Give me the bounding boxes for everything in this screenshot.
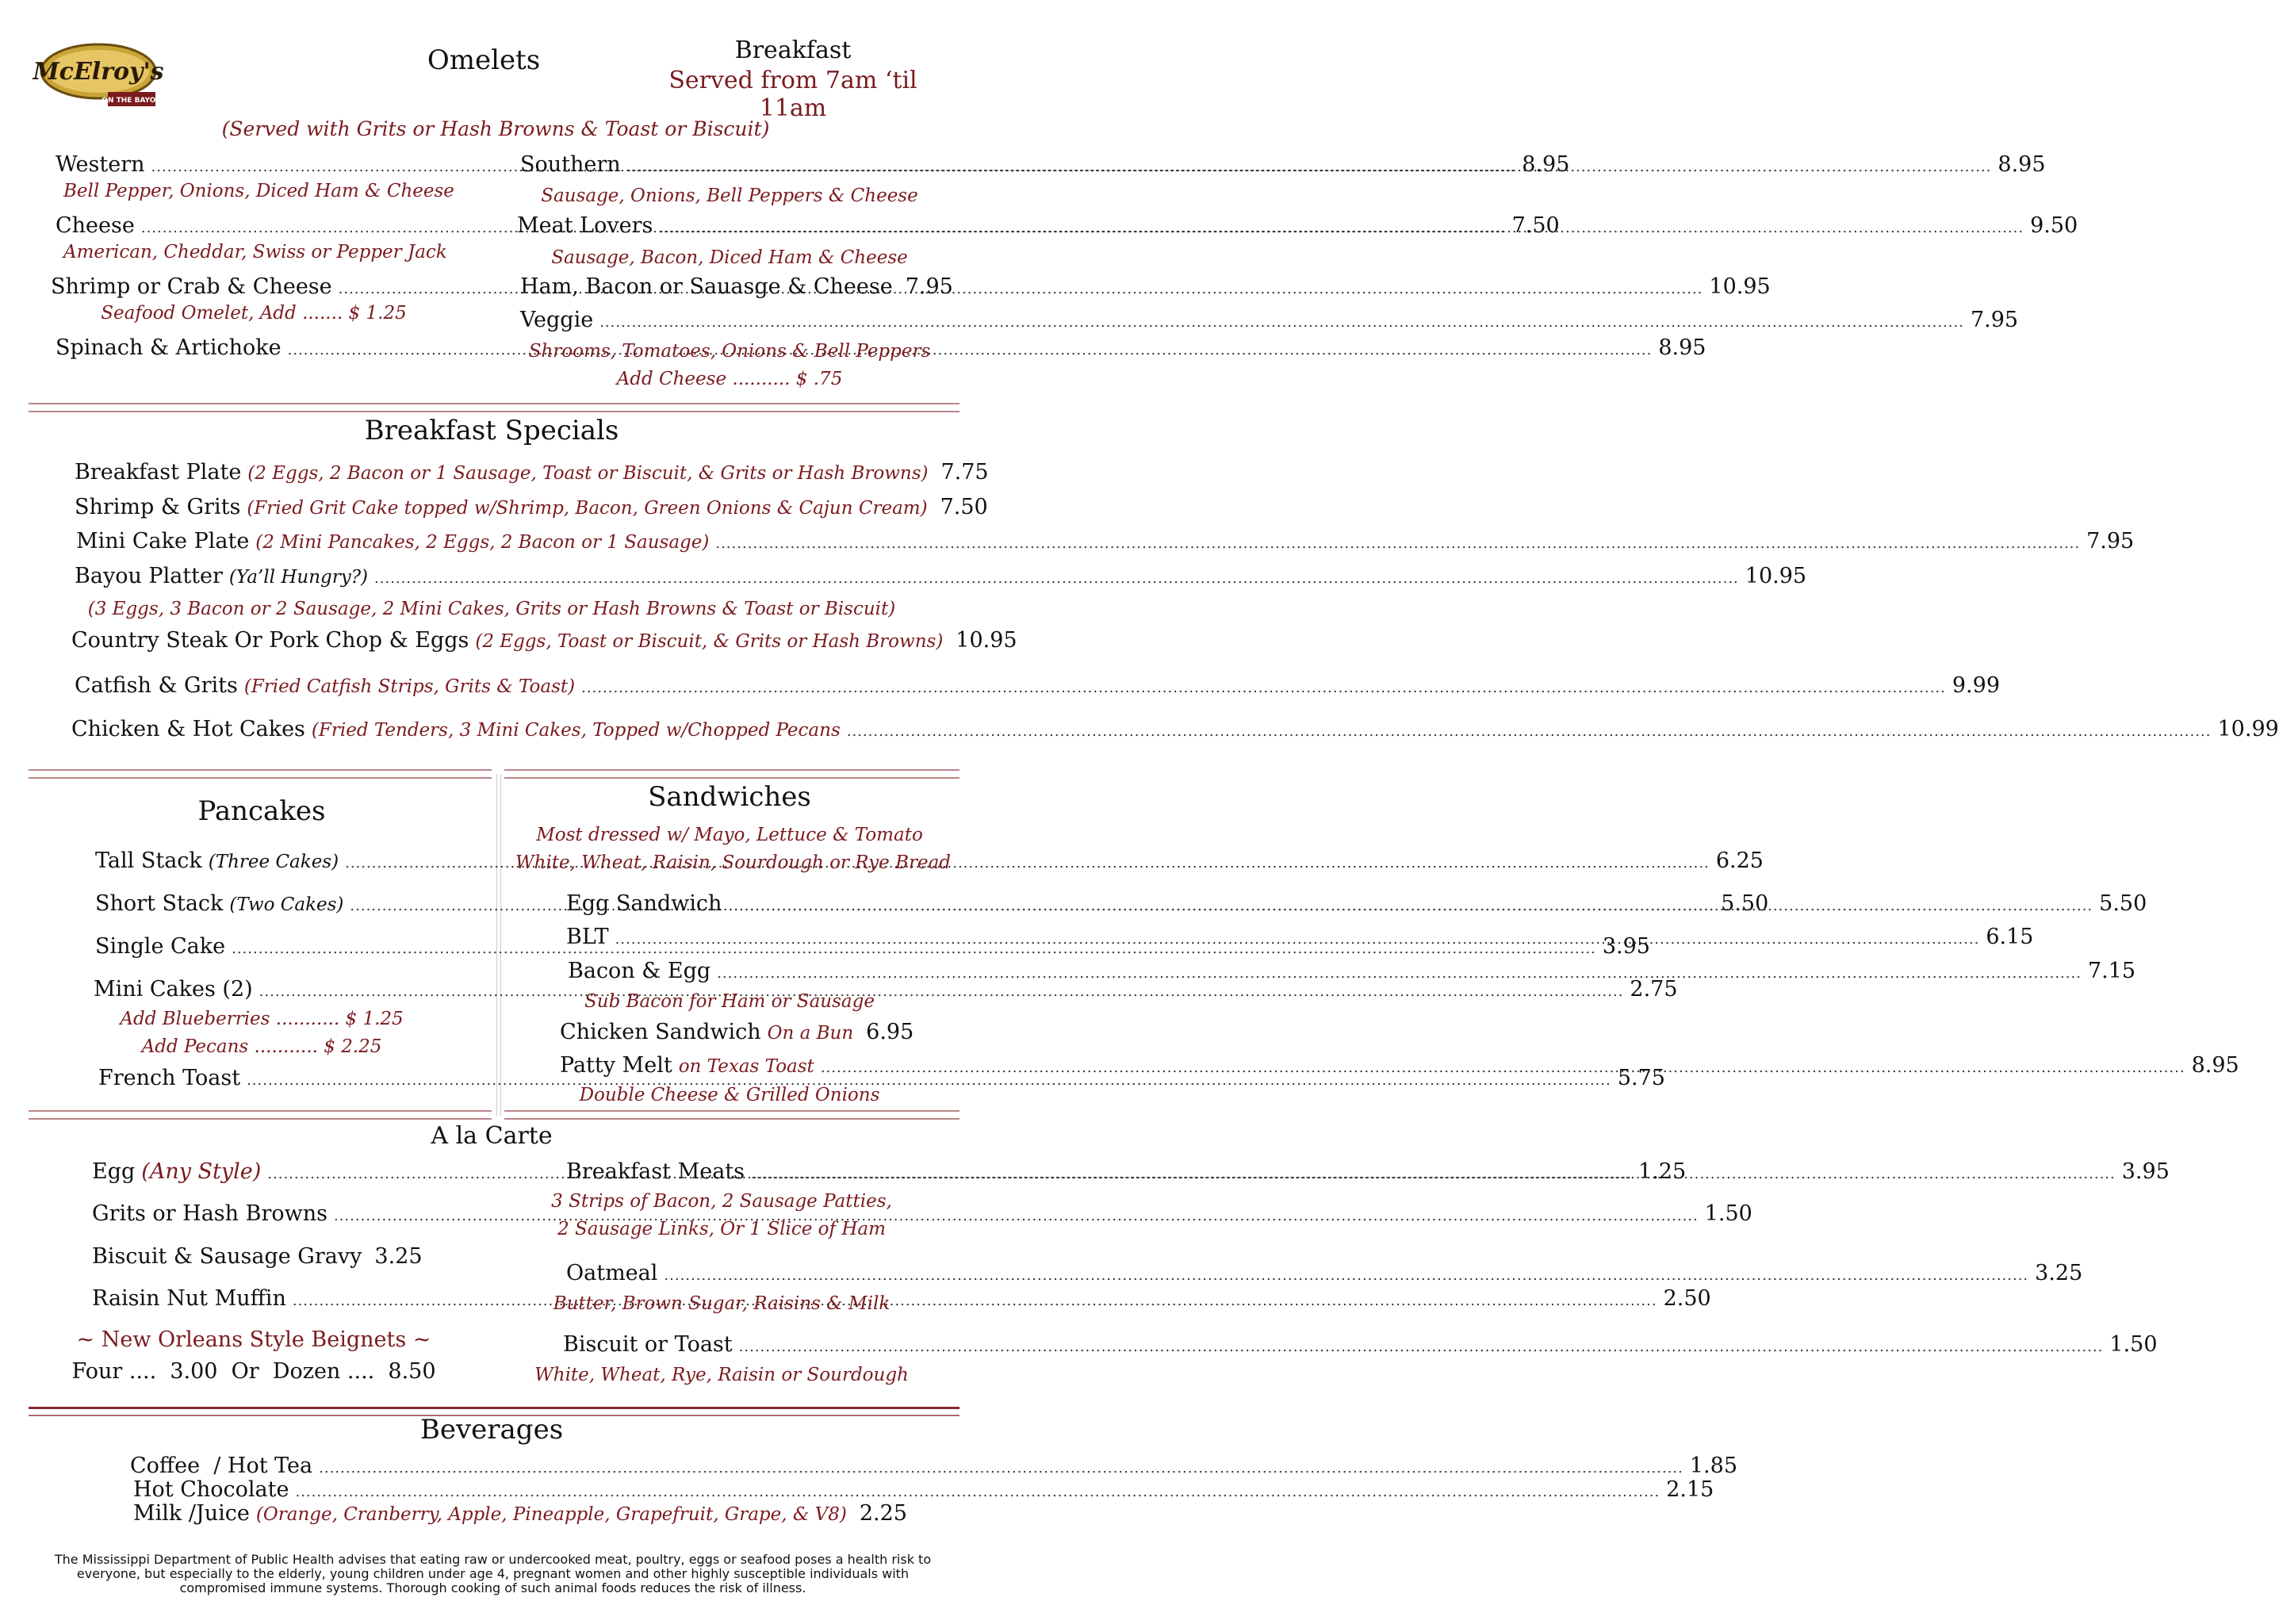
section-divider: [504, 1110, 959, 1120]
leader-dots: [728, 898, 2093, 914]
item-name: Chicken Sandwich: [560, 1020, 761, 1044]
item-name: Oatmeal: [566, 1261, 658, 1285]
menu-item: [566, 891, 2147, 916]
item-price: 10.99: [2217, 717, 2279, 741]
bayou-platter-note: (3 Eggs, 3 Bacon or 2 Sausage, 2 Mini Cakes, Grits or Hash Browns & Toast or Biscuit): [87, 599, 896, 619]
item-price: 3.95: [1602, 934, 1650, 959]
leader-dots: [288, 342, 1653, 358]
logo-brand-text: McElroy's: [33, 58, 164, 86]
menu-item: [133, 1501, 907, 1526]
item-description: Sausage, Onions, Bell Peppers & Cheese: [541, 186, 918, 206]
item-description: (Ya’ll Hungry?): [228, 567, 369, 588]
sandwich-note: Most dressed w/ Mayo, Lettuce & Tomato: [536, 825, 923, 845]
item-name: Raisin Nut Muffin: [92, 1286, 286, 1311]
item-description: (2 Eggs, 2 Bacon or 1 Sausage, Toast or Biscuit, & Grits or Hash Browns): [247, 463, 929, 484]
item-price: 2.75: [1630, 977, 1678, 1002]
item-price: 8.95: [1658, 335, 1706, 360]
item-price: 5.75: [1617, 1066, 1665, 1090]
leader-dots: [627, 159, 1992, 175]
item-price: 1.50: [1704, 1201, 1752, 1226]
item-description: (Any Style): [141, 1159, 262, 1184]
item-name: Tall Stack: [95, 848, 202, 873]
leader-dots: [715, 535, 2080, 552]
item-name: Western: [56, 152, 145, 177]
menu-item: [71, 717, 2279, 741]
leader-dots: [615, 931, 1980, 948]
section-divider: [29, 769, 492, 779]
menu-item: [563, 1332, 2158, 1357]
specials-title: Breakfast Specials: [364, 415, 619, 446]
item-name: BLT: [566, 925, 609, 949]
item-price: 9.99: [1952, 673, 2000, 698]
item-price: 5.50: [2099, 891, 2147, 916]
pancakes-title: Pancakes: [197, 795, 326, 827]
item-name: Chicken & Hot Cakes: [71, 717, 305, 741]
breakfast-label: Breakfast: [734, 36, 852, 64]
leader-dots: [664, 1267, 2028, 1284]
item-name: Bayou Platter: [75, 564, 223, 588]
menu-item: [71, 628, 1017, 653]
item-description: (Two Cakes): [229, 894, 344, 915]
sandwiches-title: Sandwiches: [648, 781, 811, 813]
item-name: Coffee / Hot Tea: [130, 1454, 313, 1478]
item-name: Ham, Bacon or Sauasge & Cheese: [520, 274, 893, 299]
leader-dots: [717, 965, 2082, 982]
item-description: Seafood Omelet, Add ....... $ 1.25: [101, 303, 407, 324]
leader-dots: [599, 314, 1964, 331]
item-price: 7.50: [1511, 213, 1560, 238]
item-price: 8.95: [1997, 152, 2046, 177]
item-price: 3.25: [374, 1244, 423, 1269]
item-description: Add Cheese .......... $ .75: [616, 369, 843, 389]
item-name: Mini Cakes (2): [94, 977, 253, 1002]
item-description: on Texas Toast: [678, 1056, 814, 1077]
item-name: Patty Melt: [560, 1053, 672, 1078]
item-price: 10.95: [1745, 564, 1807, 588]
leader-dots: [751, 1166, 2116, 1182]
menu-item: [130, 1454, 1737, 1478]
item-name: Southern: [520, 152, 621, 177]
section-divider: [29, 403, 959, 412]
item-name: Grits or Hash Browns: [92, 1201, 327, 1226]
item-description: (2 Mini Pancakes, 2 Eggs, 2 Bacon or 1 Sausage): [255, 532, 710, 553]
item-description: (Fried Tenders, 3 Mini Cakes, Topped w/Chopped Pecans: [311, 720, 841, 741]
health-disclaimer: The Mississippi Department of Public Health advises that eating raw or undercooked meat, poultry, eggs or seafood poses a health risk to everyone, but especially to the elderly, young children under age 4, pregnant women and other highly susceptible individuals with compromised immune systems. Thorough cooking of such animal foods reduces the risk of illness.: [54, 1552, 932, 1595]
item-name: Short Stack: [95, 891, 224, 916]
item-price: 3.95: [2121, 1159, 2170, 1184]
served-with-note: (Served with Grits or Hash Browns & Toast or Biscuit): [221, 117, 770, 140]
item-description: (2 Eggs, Toast or Biscuit, & Grits or Hash Browns): [475, 631, 944, 652]
item-price: 6.95: [866, 1020, 914, 1044]
menu-item: [520, 152, 2046, 177]
item-price: 10.95: [956, 628, 1017, 653]
logo-tagline-text: ON THE BAYOU: [102, 97, 162, 105]
item-price: 1.50: [2109, 1332, 2158, 1357]
menu-item: [75, 564, 1807, 588]
menu-item: [133, 1477, 1714, 1502]
item-description: (Fried Catfish Strips, Grits & Toast): [243, 676, 576, 697]
item-name: Hot Chocolate: [133, 1477, 289, 1502]
menu-item: [560, 1020, 914, 1044]
item-price: 7.95: [905, 274, 953, 299]
beignets-prices: Four .... 3.00 Or Dozen .... 8.50: [71, 1359, 436, 1384]
omelets-title: Omelets: [427, 44, 541, 76]
menu-item: [520, 274, 953, 299]
leader-dots: [293, 1293, 1657, 1309]
leader-dots: [739, 1339, 2104, 1355]
beverages-title: Beverages: [419, 1414, 564, 1446]
meats-note: 2 Sausage Links, Or 1 Slice of Ham: [557, 1219, 886, 1239]
item-price: 7.50: [940, 495, 988, 519]
menu-item: [566, 1261, 2083, 1285]
item-name: Mini Cake Plate: [76, 529, 250, 553]
item-price: 5.50: [1721, 891, 1769, 916]
substitution-note: Sub Bacon for Ham or Sausage: [584, 991, 875, 1012]
item-description: (Fried Grit Cake topped w/Shrimp, Bacon, Green Onions & Cajun Cream): [247, 498, 928, 519]
item-name: Milk /Juice: [133, 1501, 250, 1526]
item-name: Single Cake: [95, 934, 226, 959]
item-name: Biscuit or Toast: [563, 1332, 733, 1357]
item-price: 8.95: [2191, 1053, 2239, 1078]
item-name: Egg: [92, 1159, 136, 1184]
oatmeal-note: Butter, Brown Sugar, Raisins & Milk: [553, 1293, 891, 1314]
item-price: 2.25: [859, 1501, 907, 1526]
sandwich-note: White, Wheat, Raisin, Sourdough or Rye Bread: [515, 852, 952, 873]
item-price: 6.25: [1715, 848, 1764, 873]
item-description: On a Bun: [767, 1023, 854, 1044]
menu-item: [76, 529, 2135, 553]
item-description: Bell Pepper, Onions, Diced Ham & Cheese: [63, 181, 454, 201]
item-description: (Three Cakes): [208, 852, 339, 872]
meats-note: 3 Strips of Bacon, 2 Sausage Patties,: [551, 1191, 892, 1212]
item-description: (Orange, Cranberry, Apple, Pineapple, Grapefruit, Grape, & V8): [255, 1504, 847, 1525]
section-divider: [504, 769, 959, 779]
item-name: Shrimp or Crab & Cheese: [51, 274, 332, 299]
item-name: French Toast: [98, 1066, 241, 1090]
item-name: Spinach & Artichoke: [56, 335, 282, 360]
item-price: 9.50: [2030, 213, 2078, 238]
item-description: American, Cheddar, Swiss or Pepper Jack: [63, 242, 447, 262]
item-name: Veggie: [520, 308, 594, 332]
item-name: Shrimp & Grits: [75, 495, 241, 519]
item-price: 1.85: [1689, 1454, 1737, 1478]
item-name: Catfish & Grits: [75, 673, 238, 698]
leader-dots: [374, 570, 1739, 587]
restaurant-logo: [33, 38, 164, 111]
item-price: 7.95: [1970, 308, 2019, 332]
beignets-title: ~ New Orleans Style Beignets ~: [76, 1327, 431, 1352]
item-price: 2.50: [1663, 1286, 1711, 1311]
leader-dots: [847, 723, 2212, 740]
menu-item: [92, 1244, 423, 1269]
menu-item: [520, 308, 2019, 332]
alacarte-title: A la Carte: [431, 1122, 553, 1150]
patty-melt-note: Double Cheese & Grilled Onions: [579, 1085, 880, 1105]
item-name: Breakfast Meats: [566, 1159, 745, 1184]
item-description: Shrooms, Tomatoes, Onions & Bell Peppers: [528, 341, 931, 362]
item-price: 7.95: [2086, 529, 2135, 553]
menu-item: [75, 673, 2000, 698]
item-price: 6.15: [1986, 925, 2034, 949]
item-price: 1.25: [1638, 1159, 1687, 1184]
item-name: Biscuit & Sausage Gravy: [92, 1244, 362, 1269]
item-name: Bacon & Egg: [568, 959, 711, 983]
item-price: 8.95: [1522, 152, 1570, 177]
item-name: Country Steak Or Pork Chop & Eggs: [71, 628, 469, 653]
item-name: Breakfast Plate: [75, 460, 242, 485]
item-price: 10.95: [1709, 274, 1771, 299]
item-price: 2.15: [1666, 1477, 1714, 1502]
menu-item: [568, 959, 2136, 983]
item-description: Sausage, Bacon, Diced Ham & Cheese: [551, 247, 908, 268]
menu-item: [75, 495, 988, 519]
section-divider: [29, 1110, 492, 1120]
leader-dots: [319, 1460, 1683, 1477]
add-on-note: Add Blueberries ........... $ 1.25: [120, 1009, 404, 1029]
item-name: Egg Sandwich: [566, 891, 722, 916]
item-name: Meat Lovers: [517, 213, 653, 238]
item-name: Cheese: [56, 213, 135, 238]
leader-dots: [821, 1059, 2185, 1076]
item-price: 7.15: [2087, 959, 2136, 983]
leader-dots: [659, 220, 2024, 236]
hours-label: Served from 7am ‘til 11am: [668, 67, 917, 122]
toast-note: White, Wheat, Rye, Raisin or Sourdough: [534, 1365, 909, 1385]
leader-dots: [295, 1484, 1660, 1500]
add-on-note: Add Pecans ........... $ 2.25: [141, 1036, 382, 1057]
menu-item: [75, 460, 989, 485]
item-price: 3.25: [2035, 1261, 2083, 1285]
item-price: 7.75: [940, 460, 989, 485]
leader-dots: [581, 680, 1946, 696]
